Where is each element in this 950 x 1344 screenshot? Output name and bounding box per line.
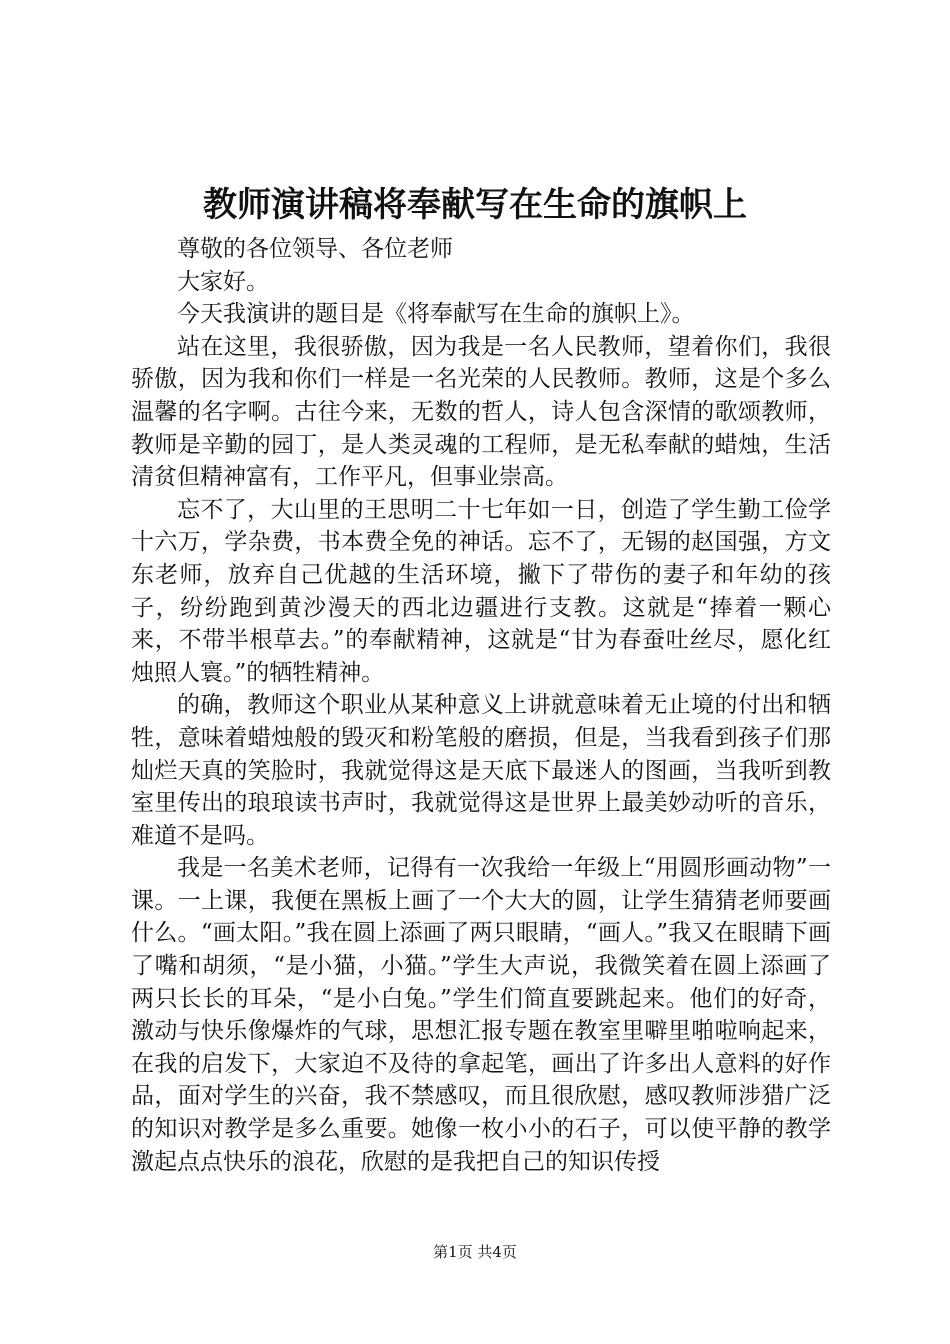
document-body [131, 233, 831, 1178]
paragraph-art-lesson: 我是一名美术老师，记得有一次我给一年级上“用圆形画动物”一课。一上课，我便在黑板上画了一个大大的圆，让学生猜猜老师要画什么。“画太阳。”我在圆上添画了两只眼睛，“画人。”我又在眼睛下画了嘴和胡须，“是小猫，小猫。”学生大声说，我微笑着在圆上添画了两只长长的耳朵，“是小白兔。”学生们简直要跳起来。他们的好奇，激动与快乐像爆炸的气球，思想汇报专题在教室里噼里啪啦响起来，在我的启发下，大家迫不及待的拿起笔，画出了许多出人意料的好作品，面对学生的兴奋，我不禁感叹，而且很欣慰，感叹教师涉猎广泛的知识对教学是多么重要。她像一枚小小的石子，可以使平静的教学激起点点快乐的浪花，欣慰的是我把自己的知识传授 [131, 855, 831, 1175]
paragraph-greeting: 大家好。 [177, 268, 269, 295]
paragraph-topic: 今天我演讲的题目是《将奉献写在生命的旗帜上》。 [177, 301, 695, 328]
document-title: 教师演讲稿将奉献写在生命的旗帜上 [203, 185, 747, 225]
paragraph-pride: 站在这里，我很骄傲，因为我是一名人民教师，望着你们，我很骄傲，因为我和你们一样是一名光荣的人民教师。教师，这是个多么温馨的名字啊。古往今来，无数的哲人，诗人包含深情的歌颂教师，教师是辛勤的园丁，是人类灵魂的工程师，是无私奉献的蜡烛，生活清贫但精神富有，工作平凡，但事业崇高。 [131, 333, 831, 491]
page-number-footer: 第1页 共4页 [433, 1243, 517, 1261]
paragraph-examples: 忘不了，大山里的王思明二十七年如一日，创造了学生勤工俭学十六万，学杂费，书本费全免的神话。忘不了，无锡的赵国强，方文东老师，放弃自己优越的生活环境，撇下了带伤的妻子和年幼的孩子，纷纷跑到黄沙漫天的西北边疆进行支教。这就是“捧着一颗心来，不带半根草去。”的奉献精神，这就是“甘为春蚕吐丝尽，愿化红烛照人寰。”的牺牲精神。 [131, 496, 831, 686]
paragraph-sacrifice: 的确，教师这个职业从某种意义上讲就意味着无止境的付出和牺牲，意味着蜡烛般的毁灭和粉笔般的磨损，但是，当我看到孩子们那灿烂天真的笑脸时，我就觉得这是天底下最迷人的图画，当我听到教室里传出的琅琅读书声时，我就觉得这是世界上最美妙动听的音乐，难道不是吗。 [131, 692, 831, 849]
paragraph-salutation: 尊敬的各位领导、各位老师 [177, 236, 453, 262]
